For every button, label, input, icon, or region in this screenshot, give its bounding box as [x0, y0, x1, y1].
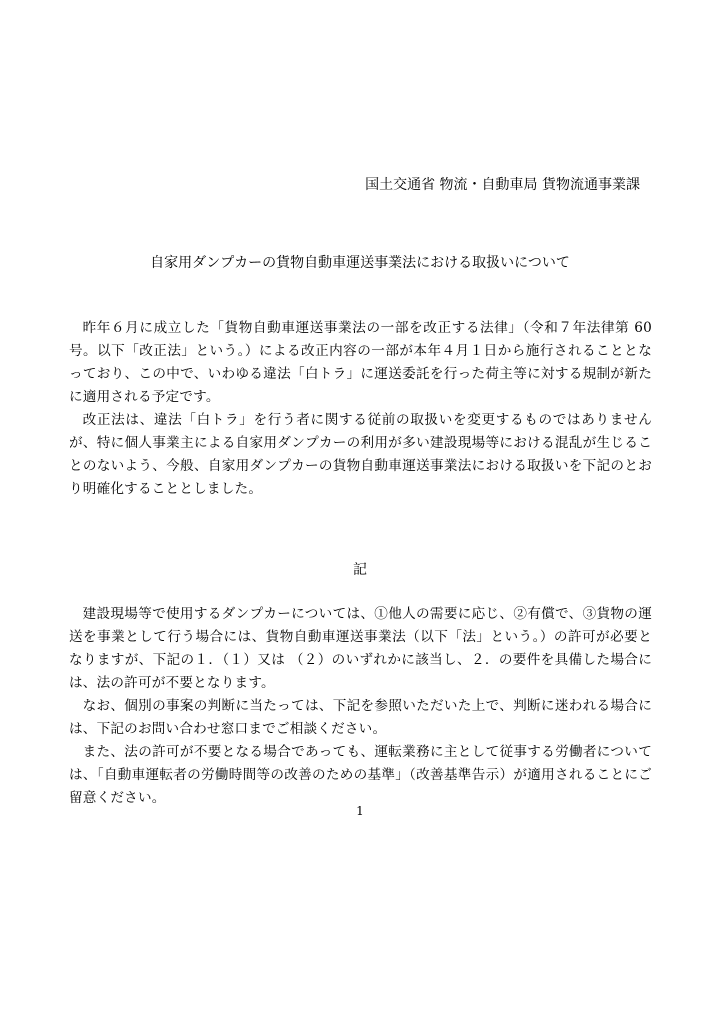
document-title: 自家用ダンプカーの貨物自動車運送事業法における取扱いについて — [150, 255, 570, 271]
intro-paragraph-1: 昨年６月に成立した「貨物自動車運送事業法の一部を改正する法律」（令和７年法律第 60 号。以下「改正法」という。）による改正内容の一部が本年４月１日から施行されることとなっており、この中で、いわゆる違法「白トラ」に運送委託を行った荷主等に対する規制が新たに適用される予定です。 — [69, 320, 652, 405]
body-section — [69, 603, 652, 810]
intro-section — [69, 317, 652, 501]
body-paragraph-1: 建設現場等で使用するダンプカーについては、①他人の需要に応じ、②有償で、③貨物の運送を事業として行う場合には、貨物自動車運送事業法（以下「法」という。）の許可が必要となりますが、下記の１．（１）又は （２）のいずれかに該当し、２．の要件を具備した場合には、法の許可が不要となります。 — [69, 606, 652, 691]
ki-heading: 記 — [353, 562, 367, 578]
issuing-organization: 国土交通省 物流・自動車局 貨物流通事業課 — [365, 177, 640, 193]
page-number: 1 — [356, 804, 364, 818]
body-paragraph-2: なお、個別の事案の判断に当たっては、下記を参照いただいた上で、判断に迷われる場合には、下記のお問い合わせ窓口までご相談ください。 — [69, 698, 652, 737]
body-paragraph-3: また、法の許可が不要となる場合であっても、運転業務に主として従事する労働者については、「自動車運転者の労働時間等の改善のための基準」（改善基準告示）が適用されることにご留意ください。 — [69, 744, 652, 806]
intro-paragraph-2: 改正法は、違法「白トラ」を行う者に関する従前の取扱いを変更するものではありませんが、特に個人事業主による自家用ダンプカーの利用が多い建設現場等における混乱が生じることのないよう、今般、自家用ダンプカーの貨物自動車運送事業法における取扱いを下記のとおり明確化することとしました。 — [69, 412, 652, 497]
